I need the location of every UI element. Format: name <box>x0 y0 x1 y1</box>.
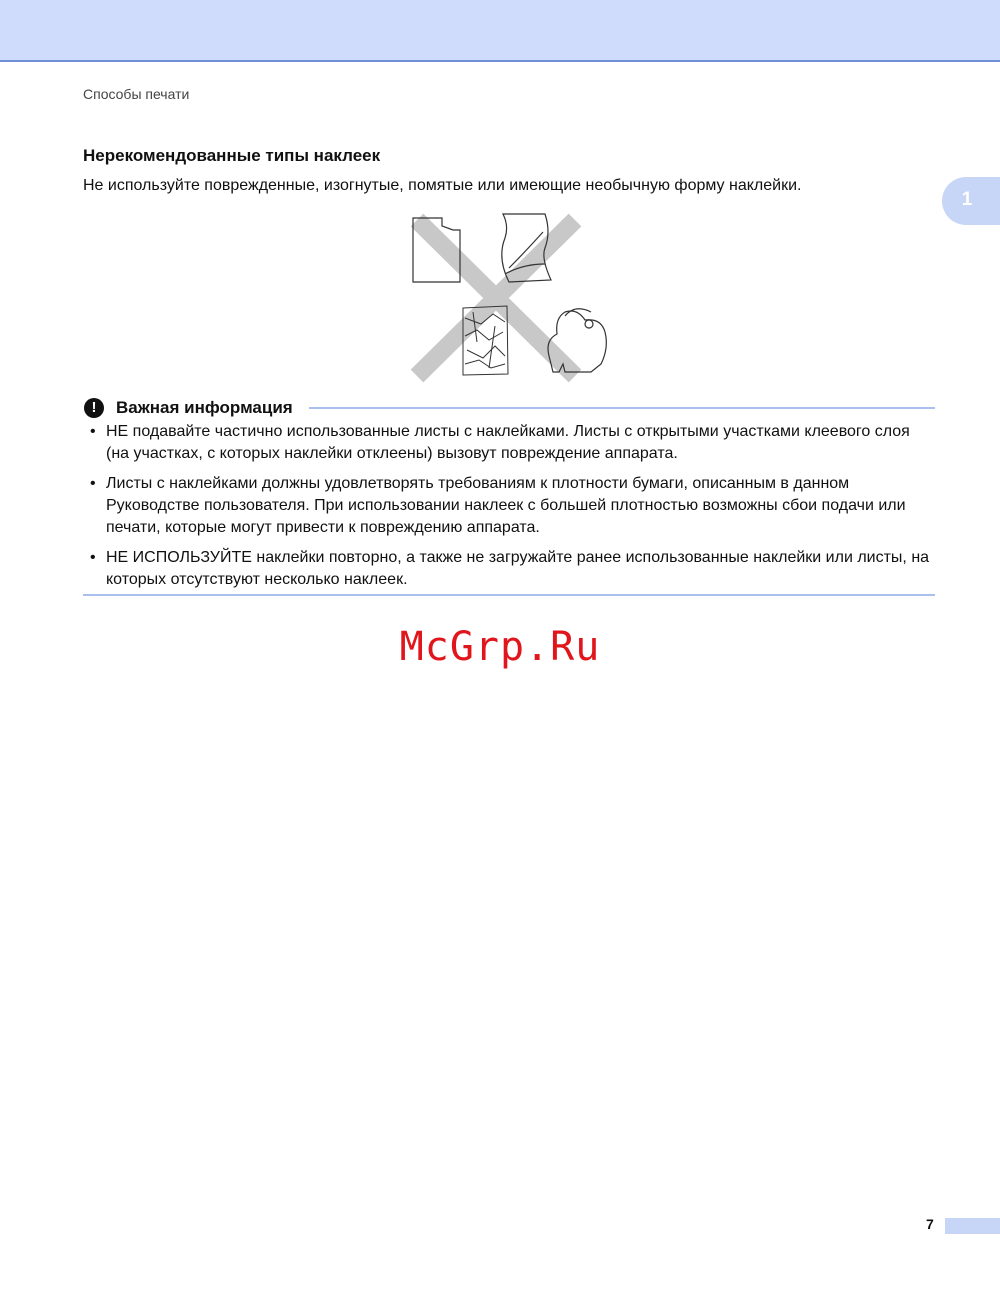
list-item <box>83 421 935 465</box>
watermark: McGrp.Ru <box>399 624 601 670</box>
list-item <box>83 473 935 539</box>
divider <box>83 594 935 596</box>
prohibition-cross-icon <box>417 220 575 376</box>
list-item-text: НЕ ИСПОЛЬЗУЙТЕ наклейки повторно, а также не загружайте ранее использованные наклейки или листы, на которых отсутствуют несколько наклеек. <box>106 549 930 588</box>
chapter-tab <box>942 177 1000 225</box>
chapter-number: 1 <box>961 189 973 210</box>
header-band <box>0 0 1000 62</box>
footer-band <box>945 1218 1000 1234</box>
important-title: Важная информация <box>116 398 293 417</box>
unsuitable-labels-illustration <box>405 208 615 383</box>
list-item-text: Листы с наклейками должны удовлетворять требованиям к плотности бумаги, описанным в данном Руководстве пользователя. При использовании наклеек с большей плотностью возможны сбои подачи или печати, которые могут привести к повреждению аппарата. <box>106 475 906 536</box>
section-title: Нерекомендованные типы наклеек <box>83 146 381 165</box>
breadcrumb: Способы печати <box>83 86 190 102</box>
divider <box>309 407 935 409</box>
bullet: • <box>90 423 96 440</box>
list-item <box>83 547 935 591</box>
page-number: 7 <box>926 1216 934 1232</box>
intro-text: Не используйте поврежденные, изогнутые, помятые или имеющие необычную форму наклейки. <box>83 177 802 194</box>
important-list <box>83 421 935 591</box>
exclamation-icon: ! <box>84 398 104 418</box>
list-item-text: НЕ подавайте частично использованные листы с наклейками. Листы с открытыми участками клеевого слоя (на участках, с которых наклейки отклеены) вызовут повреждение аппарата. <box>106 423 910 462</box>
bullet: • <box>90 549 96 566</box>
bullet: • <box>90 475 96 492</box>
important-info-box <box>83 397 935 599</box>
